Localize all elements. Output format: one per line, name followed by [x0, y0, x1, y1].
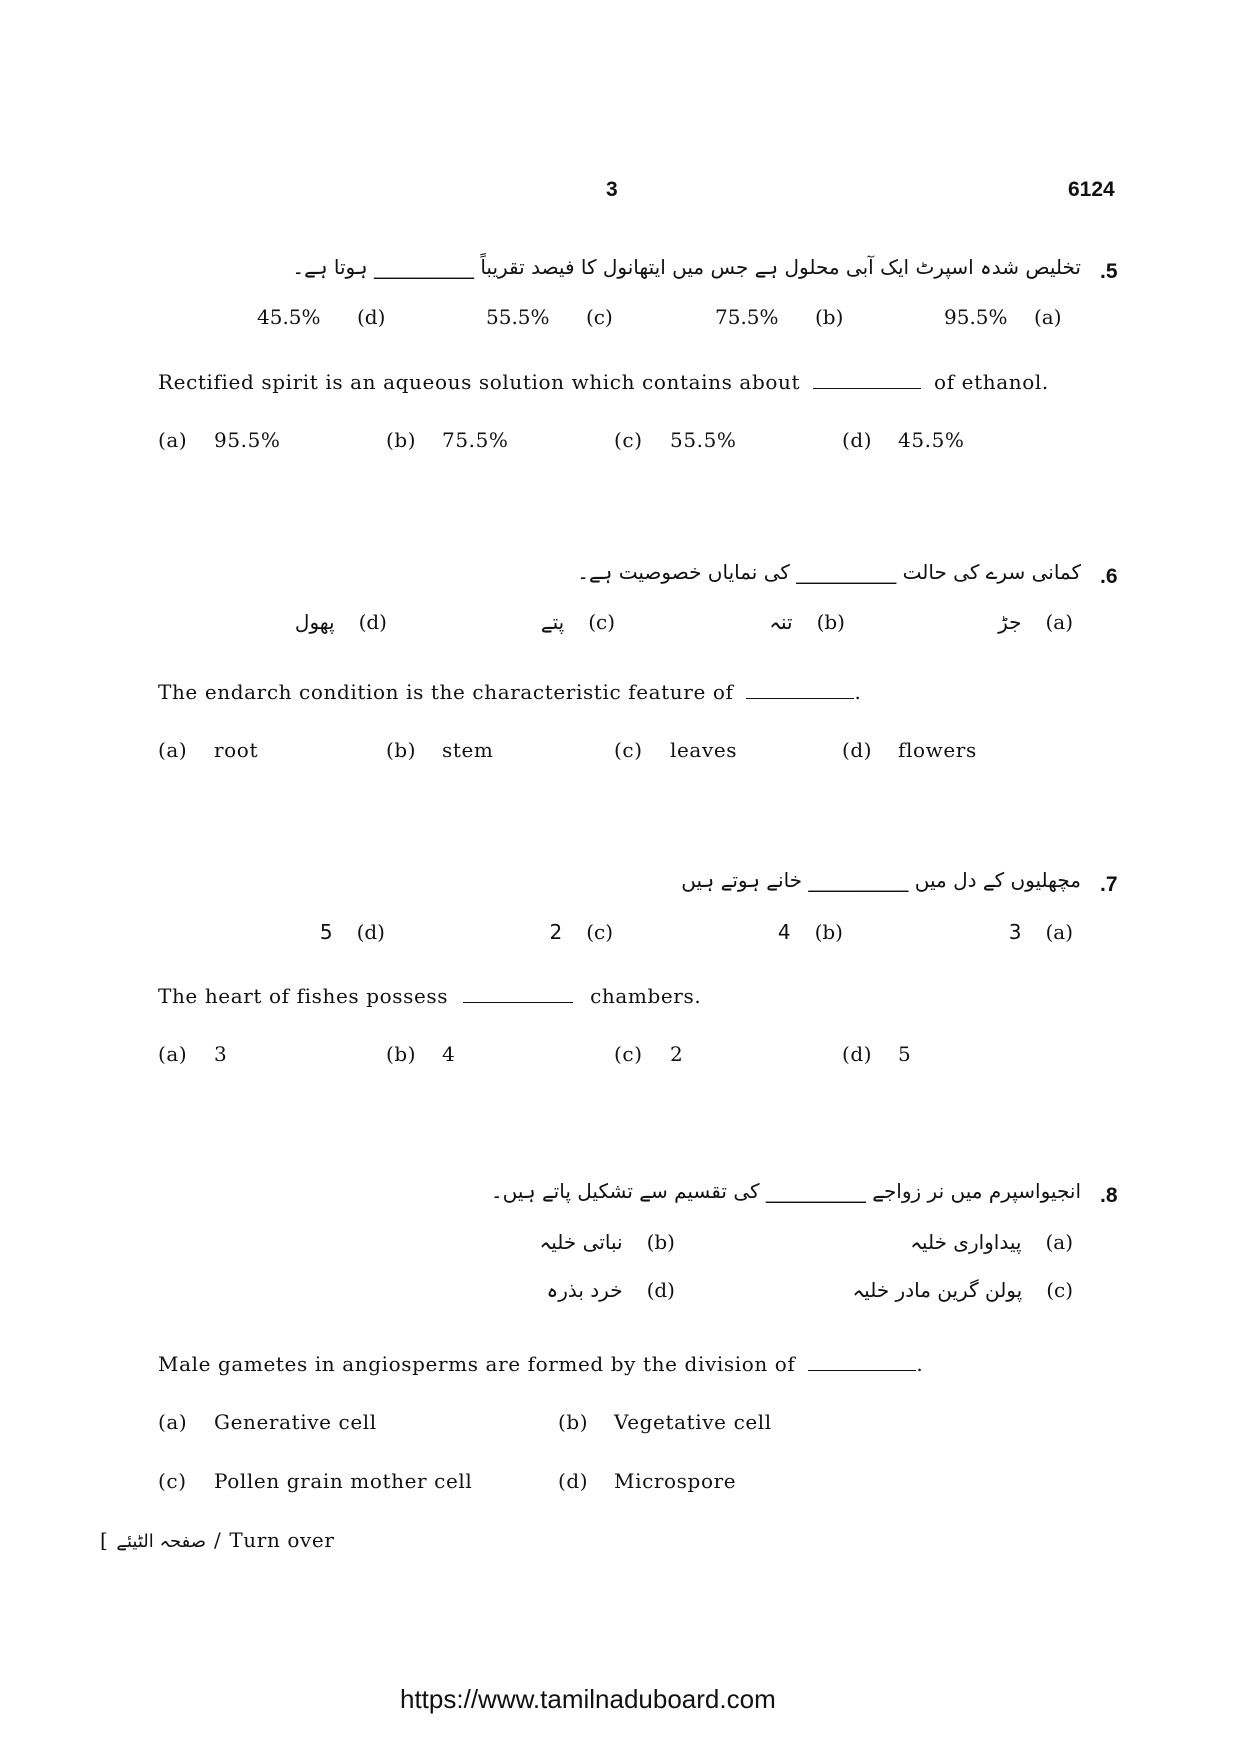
answer-blank: [463, 1001, 573, 1003]
english-question-text: The heart of fishes possess chambers.: [158, 984, 702, 1008]
option-label: (a): [1034, 305, 1062, 329]
urdu-option-c: پتے (c): [540, 610, 615, 634]
option-value: 45.5%: [257, 305, 321, 329]
urdu-question-text: تخلیص شدہ اسپرٹ ایک آبی محلول ہے جس میں ایتھانول کا فیصد تقریباً __________ ہوتا ہے۔: [292, 255, 1081, 279]
page-number: 3: [606, 178, 618, 201]
english-option-c: (c) leaves: [614, 738, 738, 762]
english-question-text: The endarch condition is the characteristic feature of .: [158, 680, 862, 704]
english-question-text: Rectified spirit is an aqueous solution which contains about of ethanol.: [158, 370, 1049, 394]
english-option-d: (d) 45.5%: [842, 428, 965, 452]
website-url[interactable]: https://www.tamilnaduboard.com: [400, 1684, 776, 1714]
english-option-a: (a) Generative cell: [158, 1410, 377, 1434]
option-value: 95.5%: [944, 305, 1008, 329]
urdu-question-text: کمانی سرے کی حالت __________ کی نمایاں خصوصیت ہے۔: [577, 560, 1081, 584]
option-label: (b): [815, 305, 844, 329]
urdu-option-d: خرد بذرہ (d): [546, 1278, 675, 1302]
urdu-question-text: انجیواسپرم میں نر زواجے __________ کی تقسیم سے تشکیل پاتے ہیں۔: [490, 1179, 1081, 1203]
english-option-b: (b) 75.5%: [386, 428, 509, 452]
question-number: .7: [1100, 873, 1118, 896]
urdu-turn-over: صفحہ الٹیئے: [116, 1531, 207, 1552]
option-label: (d): [357, 305, 386, 329]
urdu-option-c: [486, 305, 616, 329]
paper-code: 6124: [1068, 178, 1115, 201]
turn-over-text: Turn over: [229, 1528, 335, 1552]
english-option-c: (c) 2: [614, 1042, 684, 1066]
urdu-option-c: 2 (c): [549, 920, 613, 944]
answer-blank: [808, 1369, 916, 1371]
english-option-b: (b) stem: [386, 738, 494, 762]
urdu-option-c: پولن گرین مادر خلیہ (c): [852, 1278, 1073, 1302]
english-option-c: (c) 55.5%: [614, 428, 737, 452]
question-number: .8: [1100, 1184, 1118, 1207]
english-option-a: (a) root: [158, 738, 259, 762]
urdu-option-d: پھول (d): [294, 610, 387, 634]
english-option-b: (b) 4: [386, 1042, 456, 1066]
option-label: (c): [586, 305, 613, 329]
answer-blank: [746, 697, 854, 699]
turn-over-note: [100, 1528, 335, 1552]
urdu-option-a: جڑ (a): [998, 610, 1073, 634]
english-option-d: (d) Microspore: [558, 1469, 737, 1493]
english-option-c: (c) Pollen grain mother cell: [158, 1469, 473, 1493]
urdu-option-b: نباتی خلیہ (b): [539, 1230, 675, 1254]
urdu-option-a: پیداواری خلیہ (a): [910, 1230, 1073, 1254]
english-option-b: (b) Vegetative cell: [558, 1410, 772, 1434]
urdu-option-b: تنہ (b): [769, 610, 845, 634]
question-number: .6: [1100, 565, 1118, 588]
english-option-d: (d) flowers: [842, 738, 977, 762]
urdu-option-d: 5 (d): [319, 920, 385, 944]
urdu-option-a: 3 (a): [1008, 920, 1073, 944]
english-option-d: (d) 5: [842, 1042, 912, 1066]
english-option-a: (a) 3: [158, 1042, 228, 1066]
answer-blank: [813, 387, 921, 389]
option-value: 55.5%: [486, 305, 550, 329]
urdu-option-b: [715, 305, 845, 329]
urdu-option-b: 4 (b): [777, 920, 843, 944]
separator: /: [214, 1528, 222, 1552]
urdu-option-d: [257, 305, 397, 329]
english-question-text: Male gametes in angiosperms are formed by the division of .: [158, 1352, 924, 1376]
option-value: 75.5%: [715, 305, 779, 329]
urdu-question-text: مچھلیوں کے دل میں __________ خانے ہوتے ہیں: [681, 868, 1081, 892]
question-number: .5: [1100, 260, 1118, 283]
bracket: [: [100, 1528, 109, 1552]
urdu-option-a: [944, 305, 1074, 329]
english-option-a: (a) 95.5%: [158, 428, 281, 452]
